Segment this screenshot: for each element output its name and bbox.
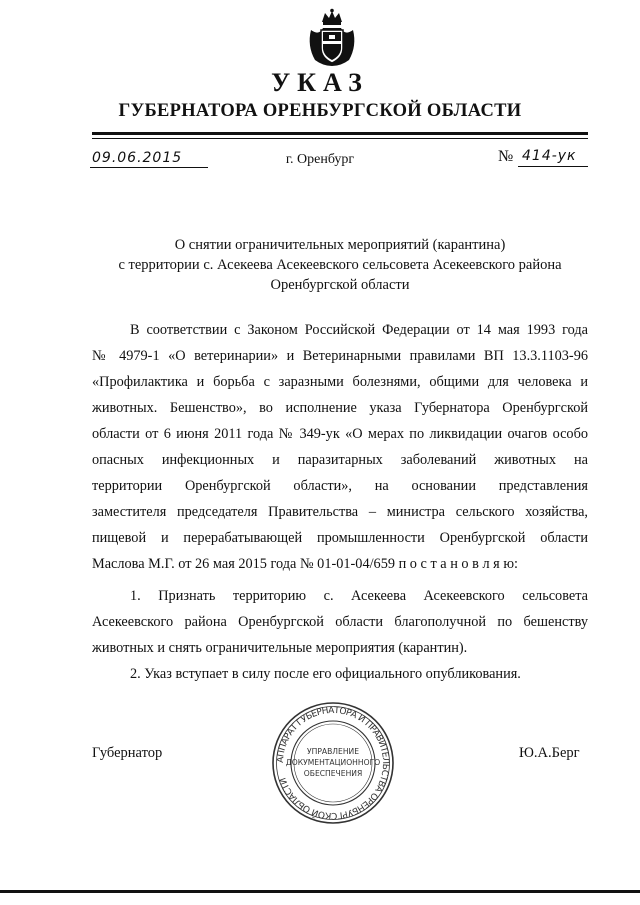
decree-heading [92, 235, 588, 295]
document-subtitle: ГУБЕРНАТОРА ОРЕНБУРГСКОЙ ОБЛАСТИ [118, 101, 522, 121]
document-number: 414-ук [522, 148, 577, 164]
document-date: 09.06.2015 [92, 150, 183, 166]
official-seal-stamp [270, 700, 396, 826]
item-1-line: 1. Признать территорию с. Асекеева Асекеевского сельсовета [130, 588, 588, 604]
preamble-line: № 4979-1 «О ветеринарии» и Ветеринарными правилами ВП 13.3.1103-96 [92, 348, 588, 364]
preamble-line: заместителя председателя Правительства – министра сельского хозяйства, [92, 504, 588, 520]
document-city: г. Оренбург [285, 152, 355, 167]
preamble-line: области от 6 июня 2011 года № 349-ук «О мерах по ликвидации очагов особо [92, 426, 588, 442]
seal-center-line: УПРАВЛЕНИЕ [306, 747, 360, 756]
header-rule-thin [92, 138, 588, 139]
preamble-line: опасных инфекционных и паразитарных заболеваний животных на [92, 452, 588, 468]
footer-rule [0, 890, 640, 893]
number-label: № [498, 148, 514, 165]
heading-line: с территории с. Асекеева Асекеевского сельсовета Асекеевского района [118, 257, 562, 273]
coat-of-arms-icon [305, 8, 359, 68]
preamble-line: животных. Бешенство», во исполнение указа Губернатора Оренбургской [92, 400, 588, 416]
number-underline [518, 166, 588, 167]
signer-role: Губернатор [92, 745, 163, 761]
preamble-line: пищевой и перерабатывающей промышленности Оренбургской области [92, 530, 588, 546]
item-2-line: 2. Указ вступает в силу после его официального опубликования. [130, 666, 521, 682]
preamble-line: территории Оренбургской области», на основании представления [92, 478, 588, 494]
item-1-line: Асекеевского района Оренбургской области благополучной по бешенству [92, 614, 588, 630]
preamble-line: Маслова М.Г. от 26 мая 2015 года № 01-01-04/659 п о с т а н о в л я ю: [92, 556, 518, 572]
document-title: УКАЗ [271, 68, 369, 97]
heading-line: О снятии ограничительных мероприятий (карантина) [174, 237, 506, 253]
seal-center-line: ДОКУМЕНТАЦИОННОГО [285, 758, 381, 767]
preamble-line: «Профилактика и борьба с заразными болезнями, общими для человека и [92, 374, 588, 390]
seal-center-line: ОБЕСПЕЧЕНИЯ [303, 769, 363, 778]
preamble-line: В соответствии с Законом Российской Федерации от 14 мая 1993 года [130, 322, 588, 338]
heading-line: Оренбургской области [270, 277, 410, 293]
seal-ring-text: АППАРАТ ГУБЕРНАТОРА И ПРАВИТЕЛЬСТВА ОРЕНБУРГСКОЙ ОБЛАСТИ [275, 705, 391, 821]
header-rule-thick [92, 132, 588, 135]
item-1-line: животных и снять ограничительные мероприятия (карантин). [92, 640, 468, 656]
signer-name: Ю.А.Берг [519, 745, 580, 761]
